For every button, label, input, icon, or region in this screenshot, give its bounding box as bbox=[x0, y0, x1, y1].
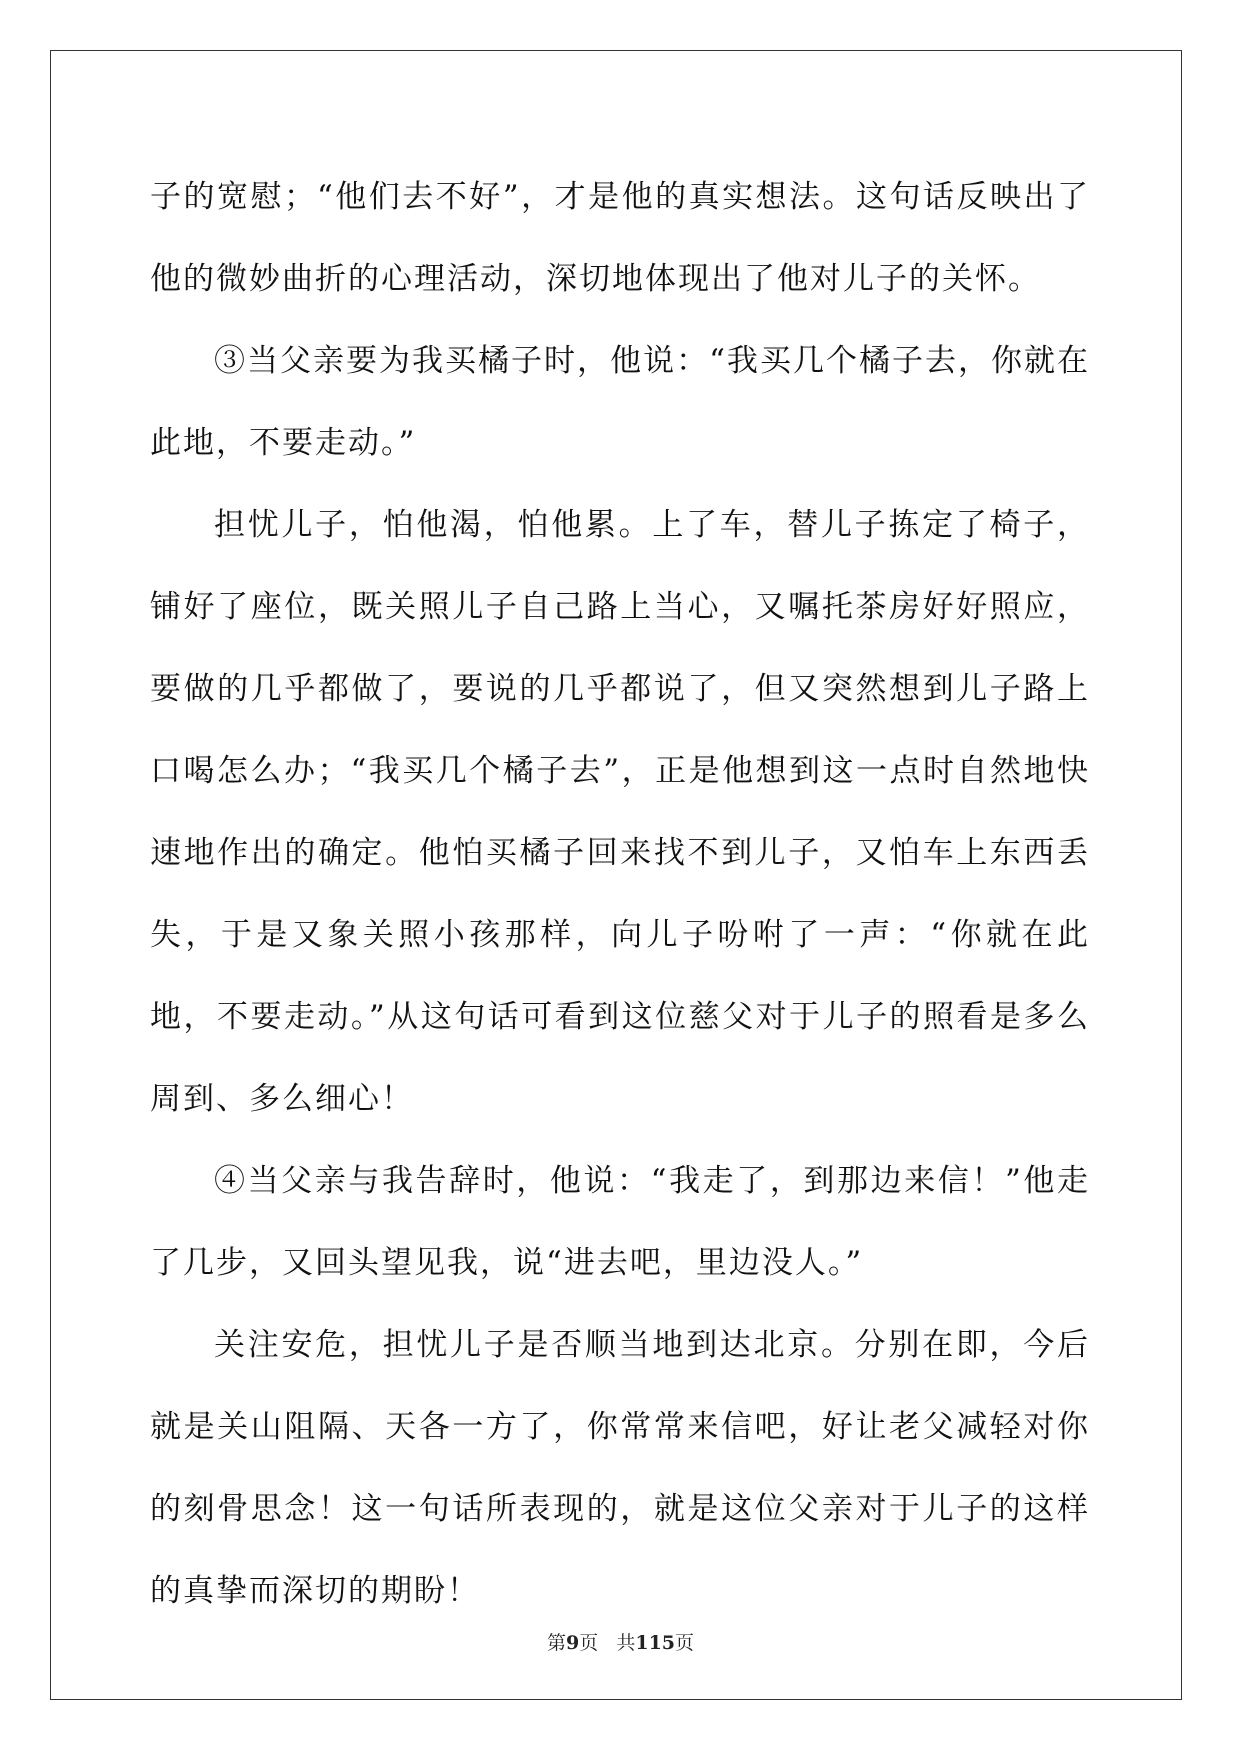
document-body bbox=[150, 156, 1090, 1632]
paragraph: ④当父亲与我告辞时，他说：“我走了，到那边来信！”他走了几步，又回头望见我，说“进去吧，里边没人。” bbox=[150, 1163, 1090, 1281]
paragraph: 子的宽慰；“他们去不好”，才是他的真实想法。这句话反映出了他的微妙曲折的心理活动，深切地体现出了他对儿子的关怀。 bbox=[150, 179, 1090, 297]
total-suffix: 页 bbox=[675, 1632, 695, 1654]
page-prefix: 第 bbox=[546, 1632, 566, 1654]
total-pages: 115 bbox=[635, 1632, 676, 1654]
page-suffix: 页 bbox=[579, 1632, 599, 1654]
total-prefix: 共 bbox=[616, 1632, 636, 1654]
page-footer bbox=[0, 1628, 1241, 1655]
page-number: 9 bbox=[565, 1632, 580, 1654]
paragraph: 关注安危，担忧儿子是否顺当地到达北京。分别在即，今后就是关山阻隔、天各一方了，你常常来信吧，好让老父减轻对你的刻骨思念！这一句话所表现的，就是这位父亲对于儿子的这样的真挚而深切的期盼！ bbox=[150, 1327, 1090, 1609]
paragraph: 担忧儿子，怕他渴，怕他累。上了车，替儿子拣定了椅子，铺好了座位，既关照儿子自己路上当心，又嘱托茶房好好照应，要做的几乎都做了，要说的几乎都说了，但又突然想到儿子路上口喝怎么办；“我买几个橘子去”，正是他想到这一点时自然地快速地作出的确定。他怕买橘子回来找不到儿子，又怕车上东西丢失，于是又象关照小孩那样，向儿子吩咐了一声：“你就在此地，不要走动。”从这句话可看到这位慈父对于儿子的照看是多么周到、多么细心！ bbox=[150, 507, 1090, 1117]
paragraph: ③当父亲要为我买橘子时，他说：“我买几个橘子去，你就在此地，不要走动。” bbox=[150, 343, 1090, 461]
